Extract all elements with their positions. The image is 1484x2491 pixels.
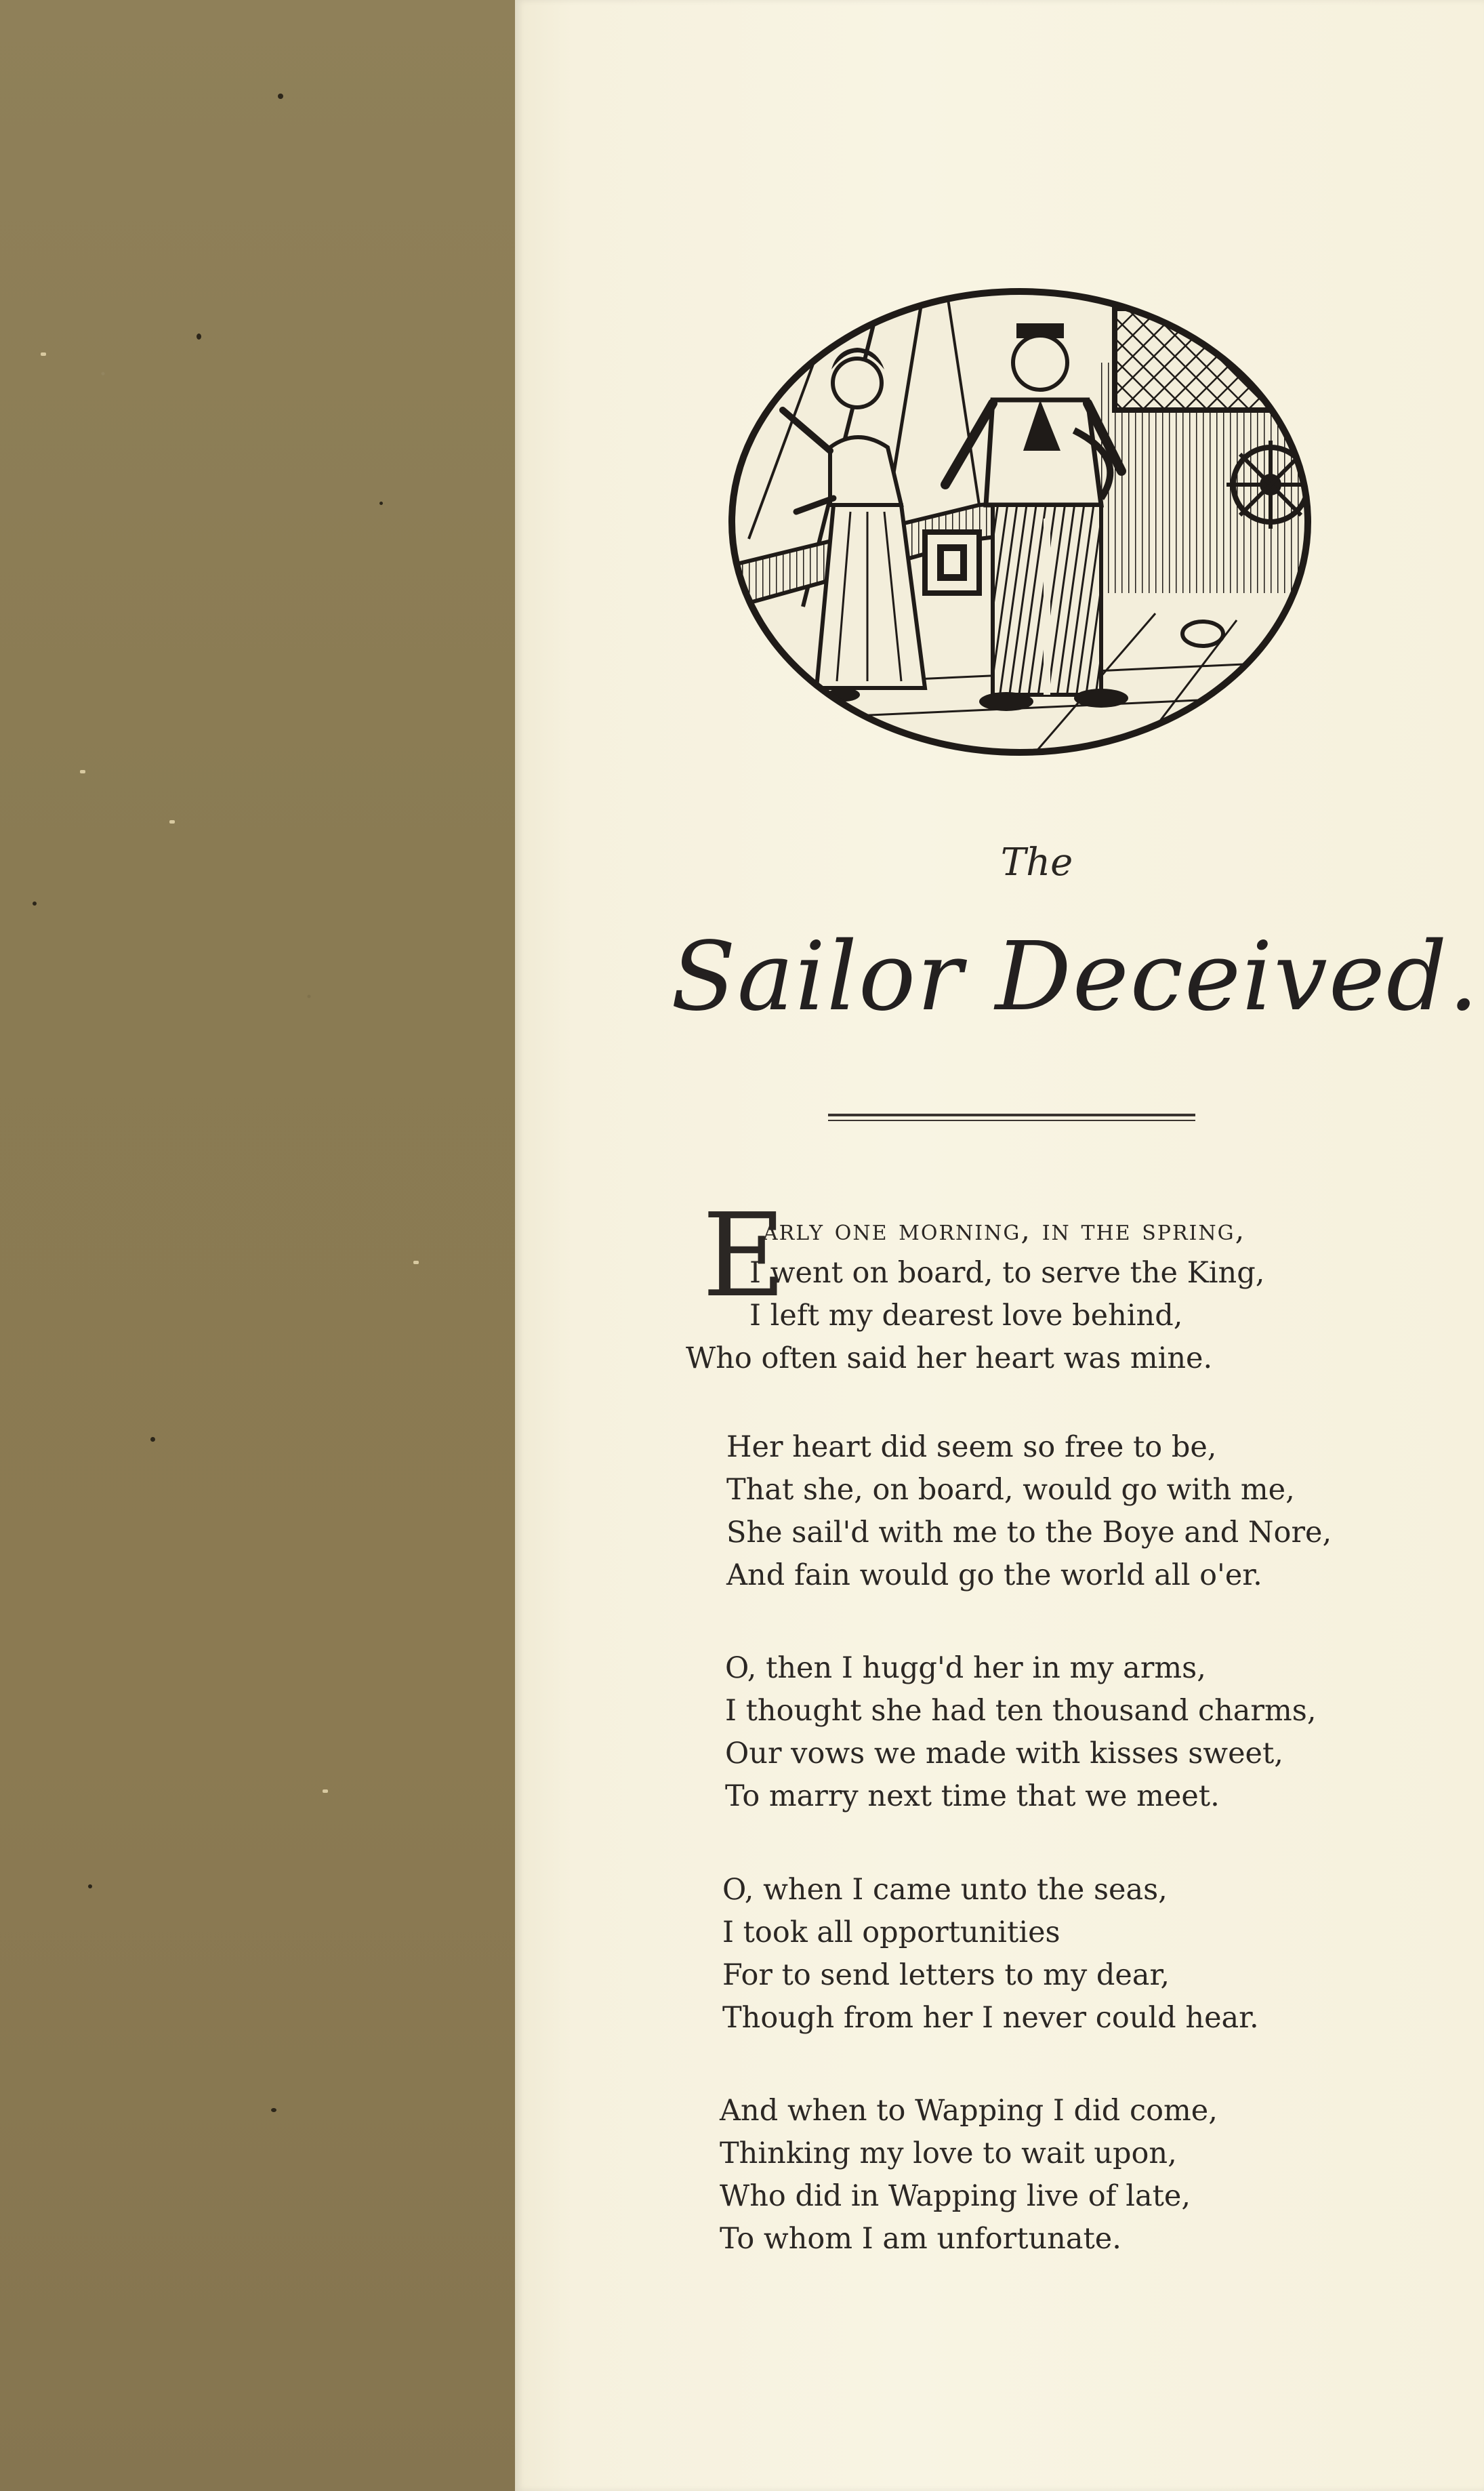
title-rule-divider: [828, 1114, 1195, 1121]
poem-line: Who often said her heart was mine.: [686, 1341, 1213, 1375]
title-the: The: [1000, 841, 1073, 885]
poem-stanza: [725, 1647, 1317, 1818]
page-title: Sailor Deceived.: [671, 922, 1480, 1032]
paper-speck: [88, 1884, 92, 1888]
poem-line: I left my dearest love behind,: [749, 1299, 1183, 1333]
drop-cap: E: [702, 1189, 787, 1323]
poem-line: To whom I am unfortunate.: [720, 2222, 1121, 2256]
poem-stanza: [686, 1209, 1265, 1380]
poem-stanza: [722, 1869, 1259, 2040]
paper-fleck: [169, 820, 175, 824]
poem-line: I thought she had ten thousand charms,: [725, 1694, 1317, 1728]
paper-fleck: [80, 770, 85, 773]
poem-line: And fain would go the world all o'er.: [726, 1558, 1262, 1592]
paper-fleck: [323, 1789, 328, 1793]
poem-line: Though from her I never could hear.: [722, 2001, 1259, 2035]
paper-speck: [278, 94, 283, 99]
poem-line: I went on board, to serve the King,: [749, 1256, 1265, 1290]
poem-stanza: [720, 2090, 1218, 2261]
poem-line: For to send letters to my dear,: [722, 1958, 1170, 1992]
poem-line: Our vows we made with kisses sweet,: [725, 1737, 1283, 1770]
poem-line: That she, on board, would go with me,: [726, 1473, 1295, 1507]
sailor-and-woman-woodcut-icon: [722, 281, 1318, 763]
poem-line: O, when I came unto the seas,: [722, 1873, 1168, 1907]
poem-line: arly one morning, in the spring,: [763, 1213, 1246, 1247]
paper-speck: [150, 1437, 155, 1442]
poem-line: And when to Wapping I did come,: [720, 2094, 1218, 2128]
poem-line: O, then I hugg'd her in my arms,: [725, 1651, 1206, 1685]
paper-speck: [197, 333, 201, 340]
paper-speck: [271, 2108, 276, 2112]
poem-line: Thinking my love to wait upon,: [720, 2136, 1177, 2170]
poem-line: Who did in Wapping live of late,: [720, 2179, 1191, 2213]
poem-line: Her heart did seem so free to be,: [726, 1430, 1217, 1464]
paper-speck: [33, 902, 37, 906]
paper-speck: [379, 502, 383, 505]
paper-fleck: [413, 1261, 419, 1264]
book-page: [515, 0, 1484, 2491]
poem-line: I took all opportunities: [722, 1916, 1060, 1949]
poem-line: She sail'd with me to the Boye and Nore,: [726, 1516, 1332, 1550]
poem-line: To marry next time that we meet.: [725, 1779, 1220, 1813]
poem-stanza: [726, 1426, 1332, 1597]
paper-fleck: [41, 352, 46, 356]
cover-board: [0, 0, 515, 2491]
